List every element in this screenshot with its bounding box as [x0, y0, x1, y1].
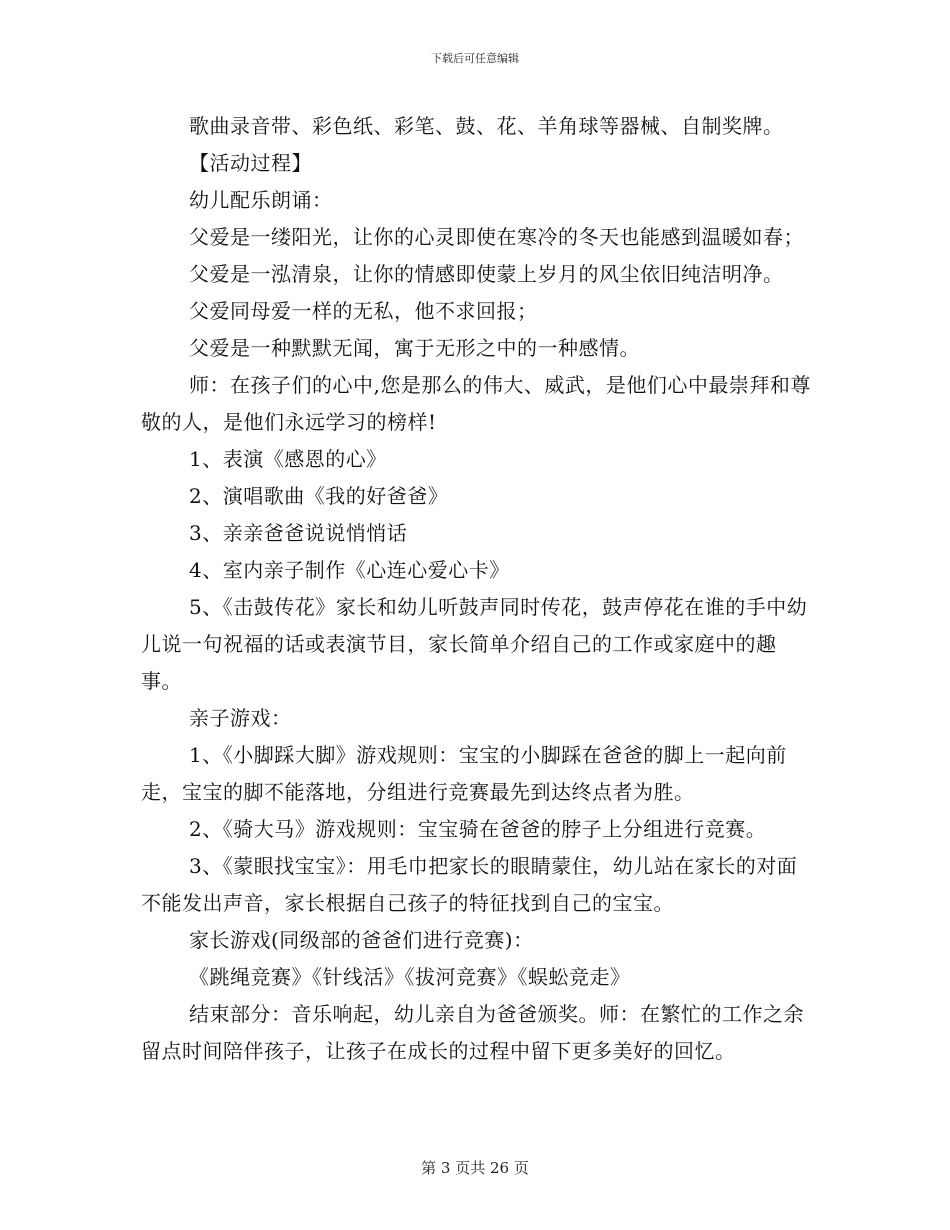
game-item-3: 3、《蒙眼找宝宝》：用毛巾把家长的眼睛蒙住，幼儿站在家长的对面不能发出声音，家长根据自己孩子的特征找到自己的宝宝。 — [141, 854, 798, 915]
game-item-2: 2、《骑大马》游戏规则：宝宝骑在爸爸的脖子上分组进行竞赛。 — [189, 817, 767, 841]
recitation-line-3: 父爱同母爱一样的无私，他不求回报； — [189, 299, 538, 323]
parent-games-heading: 家长游戏(同级部的爸爸们进行竞赛)： — [189, 928, 534, 952]
teacher-remark: 师：在孩子们的心中,您是那么的伟大、威武，是他们心中最崇拜和尊敬的人，是他们永远学习的榜样! — [141, 373, 811, 434]
page-header: 下载后可任意编辑 — [431, 52, 519, 65]
materials-line: 歌曲录音带、彩色纸、彩笔、鼓、花、羊角球等器械、自制奖牌。 — [189, 114, 784, 138]
program-item-5: 5、《击鼓传花》家长和幼儿听鼓声同时传花，鼓声停花在谁的手中幼儿说一句祝福的话或表演节目，家长简单介绍自己的工作或家庭中的趣事。 — [141, 595, 808, 693]
program-item-4: 4、室内亲子制作《心连心爱心卡》 — [189, 558, 510, 582]
program-item-3: 3、亲亲爸爸说说悄悄话 — [189, 521, 408, 545]
game-item-1: 1、《小脚踩大脚》游戏规则：宝宝的小脚踩在爸爸的脚上一起向前走，宝宝的脚不能落地，分组进行竞赛最先到达终点者为胜。 — [141, 743, 787, 804]
recitation-intro: 幼儿配乐朗诵： — [189, 188, 333, 212]
recitation-line-2: 父爱是一泓清泉，让你的情感即使蒙上岁月的风尘依旧纯洁明净。 — [189, 262, 784, 286]
closing-section: 结束部分：音乐响起，幼儿亲自为爸爸颁奖。师：在繁忙的工作之余留点时间陪伴孩子，让孩子在成长的过程中留下更多美好的回忆。 — [141, 1002, 804, 1063]
recitation-line-4: 父爱是一种默默无闻，寓于无形之中的一种感情。 — [189, 336, 640, 360]
parent-games-list: 《跳绳竞赛》《针线活》《拔河竞赛》《蜈蚣竞走》 — [189, 965, 631, 989]
page-footer: 第 3 页共 26 页 — [421, 1159, 529, 1177]
program-item-1: 1、表演《感恩的心》 — [189, 447, 387, 471]
document-body — [141, 108, 813, 1070]
section-heading-activity-process: 【活动过程】 — [189, 151, 312, 175]
parent-child-games-heading: 亲子游戏： — [189, 706, 292, 730]
program-item-2: 2、演唱歌曲《我的好爸爸》 — [189, 484, 449, 508]
recitation-line-1: 父爱是一缕阳光，让你的心灵即使在寒冷的冬天也能感到温暖如春； — [189, 225, 804, 249]
